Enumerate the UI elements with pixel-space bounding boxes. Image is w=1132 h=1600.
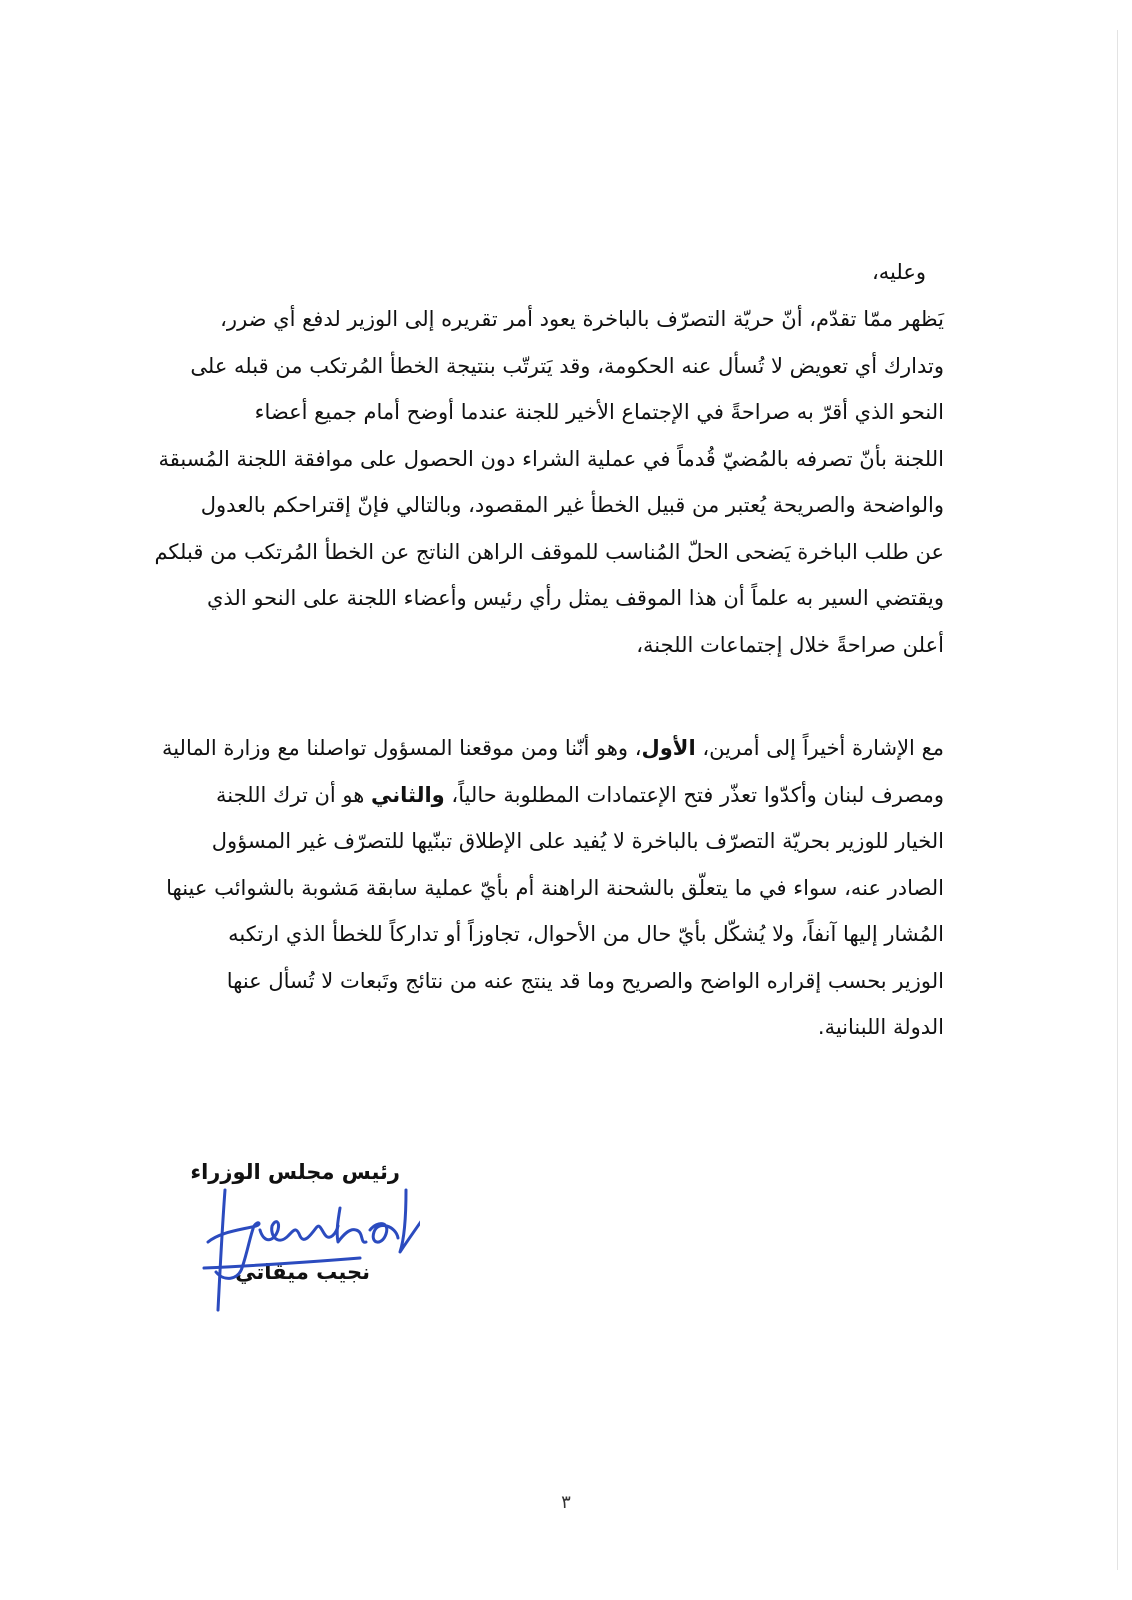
- paragraph-1-line: اللجنة بأنّ تصرفه بالمُضيّ قُدماً في عملية الشراء دون الحصول على موافقة اللجنة المُسبقة: [158, 446, 944, 471]
- paragraph-1-line: ويقتضي السير به علماً أن هذا الموقف يمثل رأي رئيس وأعضاء اللجنة على النحو الذي: [206, 586, 944, 610]
- signature-stroke: [260, 1222, 338, 1241]
- paragraph-2: [132, 725, 944, 1051]
- text-segment: مع الإشارة أخيراً إلى أمرين،: [695, 736, 944, 760]
- signature-stroke: [218, 1190, 225, 1310]
- signature-stroke: [400, 1190, 420, 1252]
- handwritten-signature: [160, 1160, 420, 1340]
- page-number: ٣: [561, 1492, 571, 1513]
- paragraph-1-line: والواضحة والصريحة يُعتبر من قبيل الخطأ غير المقصود، وبالتالي فإنّ إقتراحكم بالعدول: [200, 493, 944, 517]
- bold-term-first: الأول: [641, 736, 696, 760]
- signatory-name: نجيب ميقاتي: [235, 1260, 370, 1284]
- paragraph-2-line: المُشار إليها آنفاً، ولا يُشكّل بأيّ حال من الأحوال، تجاوزاً أو تداركاً للخطأ الذي ارتكبه: [228, 922, 944, 946]
- text-segment: ومصرف لبنان وأكدّوا تعذّر فتح الإعتمادات المطلوبة حالياً،: [444, 782, 944, 807]
- paragraph-1-line: أعلن صراحةً خلال إجتماعات اللجنة،: [636, 632, 944, 657]
- text-segment: ، وهو أنّنا ومن موقعنا المسؤول تواصلنا مع وزارة المالية: [161, 736, 642, 760]
- signature-stroke: [370, 1224, 398, 1242]
- scan-edge-divider: [1117, 30, 1118, 1570]
- paragraph-2-line: الدولة اللبنانية.: [817, 1015, 944, 1039]
- paragraph-1-line: النحو الذي أقرّ به صراحةً في الإجتماع الأخير للجنة عندما أوضح أمام جميع أعضاء: [254, 400, 944, 424]
- signature-stroke: [204, 1258, 360, 1268]
- signatory-title: رئيس مجلس الوزراء: [190, 1160, 400, 1184]
- paragraph-2-line: [132, 725, 944, 772]
- bold-term-second: والثاني: [371, 782, 445, 807]
- paragraph-1-line: وتدارك أي تعويض لا تُسأل عنه الحكومة، وقد يَترتّب بنتيجة الخطأ المُرتكب من قبله على: [190, 353, 944, 378]
- paragraph-2-line: الخيار للوزير بحريّة التصرّف بالباخرة لا يُفيد على الإطلاق تبنّيها للتصرّف غير المسؤول: [211, 829, 944, 853]
- paragraph-2-line: [132, 772, 944, 819]
- paragraph-1-line: عن طلب الباخرة يَضحى الحلّ المُناسب للموقف الراهن الناتج عن الخطأ المُرتكب من قبلكم: [154, 539, 944, 564]
- paragraph-1: [132, 296, 944, 668]
- text-segment: هو أن ترك اللجنة: [216, 782, 371, 807]
- signature-stroke: [208, 1223, 259, 1279]
- signature-stroke: [337, 1208, 366, 1242]
- paragraph-2-line: الصادر عنه، سواء في ما يتعلّق بالشحنة الراهنة أم بأيّ عملية سابقة مَشوبة بالشوائب عينها: [166, 875, 944, 900]
- opening-line: وعليه،: [872, 260, 926, 284]
- paragraph-1-line: يَظهر ممّا تقدّم، أنّ حريّة التصرّف بالباخرة يعود أمر تقريره إلى الوزير لدفع أي ضرر،: [220, 307, 944, 331]
- paragraph-2-line: الوزير بحسب إقراره الواضح والصريح وما قد ينتج عنه من نتائج وتَبعات لا تُسأل عنها: [226, 968, 944, 993]
- signature-block: [160, 1160, 420, 1340]
